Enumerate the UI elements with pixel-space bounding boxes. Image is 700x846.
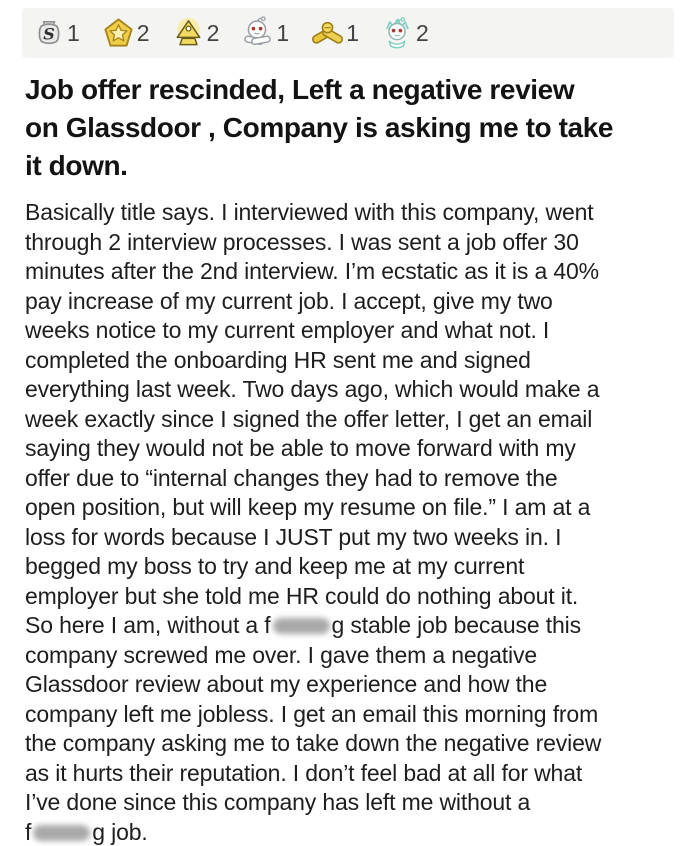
award-hugz[interactable] [241,15,289,51]
body-line: the company asking me to take down the negative review [25,730,602,756]
body-line: Basically title says. I interviewed with this company, went [25,199,594,225]
svg-text:S: S [42,24,55,44]
body-line: I’ve done since this company has left me without a [25,789,531,815]
post-title-line: it down. [25,150,128,181]
body-line: employer but she told me HR could do nothing about it. [25,582,579,609]
body-line: open position, but will keep my resume on file.” I am at a [25,494,591,520]
post-title-line: Job offer rescinded, Left a negative review [25,74,575,105]
body-line [25,611,693,641]
body-line: week exactly since I signed the offer letter, I get an email [25,405,593,432]
body-text: g stable job because this [331,612,581,638]
post-body [25,198,693,846]
body-line: completed the onboarding HR sent me and signed [25,346,531,373]
gold-award-icon [102,15,135,51]
body-line: through 2 interview processes. I was sent a job offer 30 [25,228,579,255]
body-text: f [25,818,32,845]
body-text: g job. [92,818,148,845]
body-line: saying they would not be able to move forward with my [25,435,576,461]
body-line: begged my boss to try and keep me at my current [25,553,525,579]
award-silver[interactable] [32,15,80,51]
award-count: 1 [346,19,359,46]
awards-bar [22,8,674,58]
body-line: everything last week. Two days ago, which would make a [25,376,600,402]
award-count: 2 [206,19,220,46]
censored-word-blur [33,825,90,841]
censored-word-blur [273,618,330,634]
body-line: loss for words because I JUST put my two weeks in. I [25,523,562,550]
award-pyramid[interactable] [172,15,220,51]
body-line: offer due to “internal changes they had to remove the [25,464,558,491]
body-line: pay increase of my current job. I accept, give my two [25,287,553,314]
body-line: company left me jobless. I get an email this morning from [25,700,599,727]
body-text: So here I am, without a f [25,612,271,638]
gold-arms-award-icon [311,15,344,51]
award-gold[interactable] [102,15,150,51]
award-snoo-energy[interactable] [381,15,429,51]
body-line: as it hurts their reputation. I don’t feel bad at all for what [25,759,583,786]
post-title-line: on Glassdoor , Company is asking me to take [25,112,614,143]
hugz-snoo-award-icon [241,15,274,51]
award-count: 2 [415,19,429,46]
award-count: 2 [136,19,150,46]
body-line: weeks notice to my current employer and what not. I [25,317,550,343]
award-gold-arms[interactable] [311,15,359,51]
body-line [25,818,693,846]
silver-award-icon [32,15,65,51]
pyramid-eye-award-icon [172,15,205,51]
body-line: minutes after the 2nd interview. I’m ecstatic as it is a 40% [25,258,599,284]
award-count: 1 [67,19,80,46]
award-count: 1 [276,19,290,46]
body-line: company screwed me over. I gave them a negative [25,641,538,668]
post-title [25,71,613,185]
snoo-energy-award-icon [381,15,414,51]
body-line: Glassdoor review about my experience and how the [25,671,548,697]
